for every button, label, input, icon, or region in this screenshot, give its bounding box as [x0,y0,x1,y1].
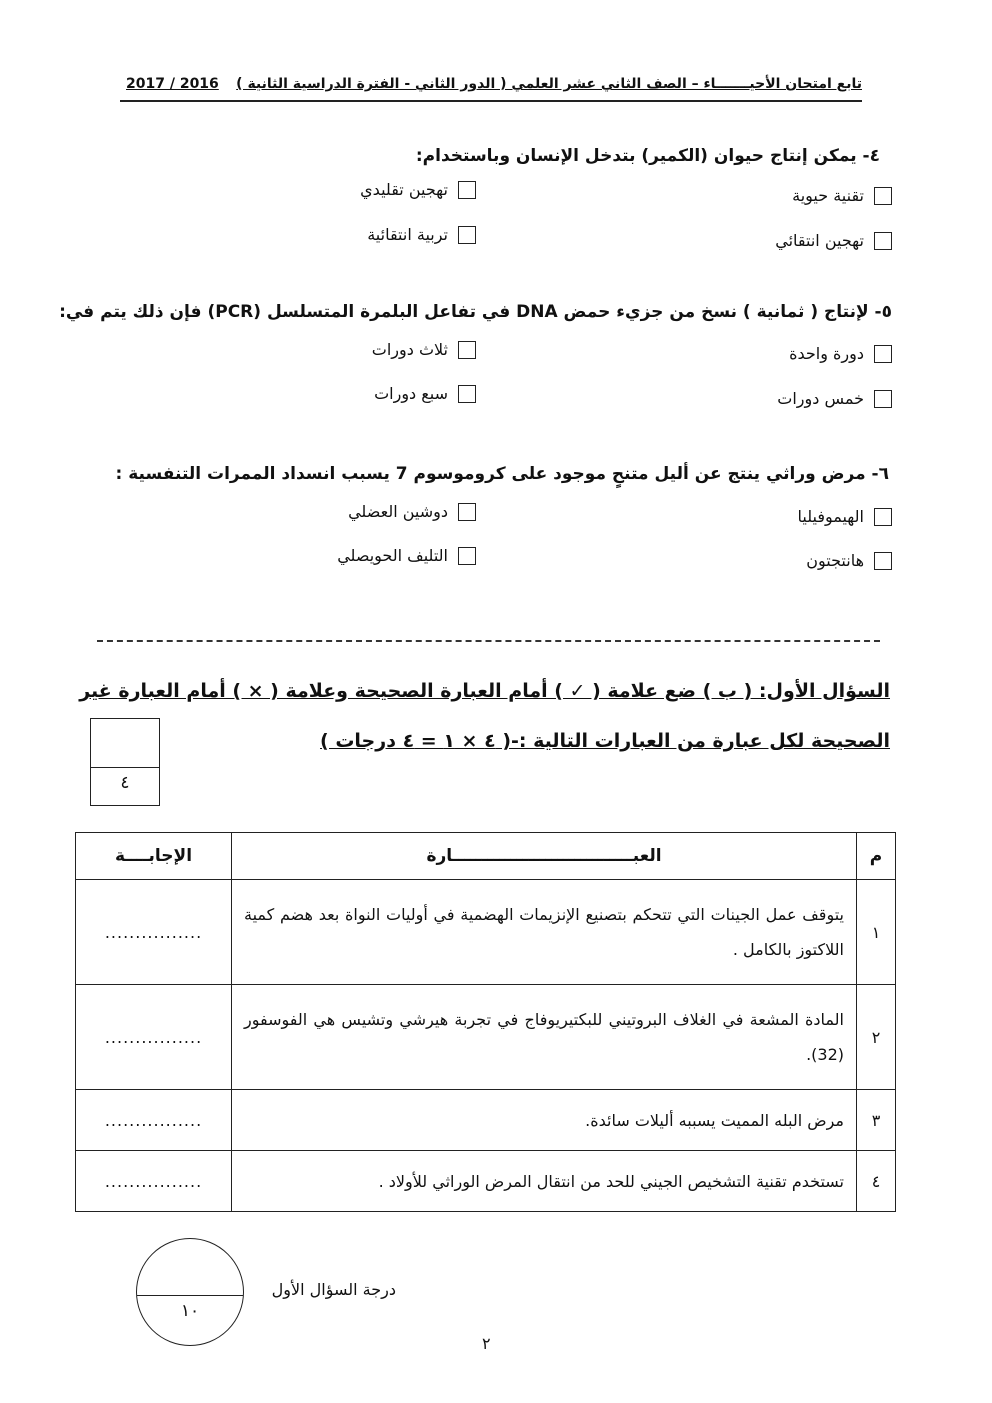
q6-option-3-label: هانتجتون [806,551,864,570]
row-number: ٣ [857,1090,896,1151]
q6-option-3[interactable] [806,551,892,570]
row-answer-field[interactable]: ................ [76,880,232,985]
section-b-title-line1: السؤال الأول: ( ب ) ضع علامة ( ✓ ) أمام العبارة الصحيحة وعلامة ( × ) أمام العبارة غير [79,680,890,702]
q6-option-1[interactable] [797,507,892,526]
section-score-box [90,718,160,806]
section-b-title-line2: الصحيحة لكل عبارة من العبارات التالية :-( ٤ × ١ = ٤ درجات ) [320,730,890,752]
q4-option-3-label: تهجين انتقائي [775,231,864,250]
q5-option-3-checkbox[interactable] [874,390,892,408]
row-answer-field[interactable]: ................ [76,1151,232,1212]
row-statement: المادة المشعة في الغلاف البروتيني للبكتيريوفاج في تجربة هيرشي وتشيس هي الفوسفور (32). [232,985,857,1090]
question-4-text: ٤- يمكن إنتاج حيوان (الكمير) بتدخل الإنسان وباستخدام: [415,146,880,166]
q5-option-1[interactable] [789,344,892,363]
exam-title: تابع امتحان الأحيـــــــاء – الصف الثاني عشر العلمي ( الدور الثاني - الفترة الدراسية الثانية ) [236,76,862,92]
q6-option-4[interactable] [337,546,476,565]
page-header [120,72,862,102]
q6-option-1-checkbox[interactable] [874,508,892,526]
q5-option-2-label: ثلاث دورات [371,340,448,359]
question-5-text: ٥- لإنتاج ( ثمانية ) نسخ من جزيء حمض DNA في تفاعل البلمرة المتسلسل (PCR) فإن ذلك يتم في: [59,302,892,322]
q4-option-1[interactable] [792,186,892,205]
q6-option-2[interactable] [348,502,476,521]
q6-option-4-checkbox[interactable] [458,547,476,565]
score-box-value: ٤ [120,773,130,793]
q4-option-4-checkbox[interactable] [458,226,476,244]
q4-option-3-checkbox[interactable] [874,232,892,250]
row-statement: مرض البله المميت يسببه أليلات سائدة. [232,1090,857,1151]
grade-value: ١٠ [180,1301,200,1321]
question-6-text: ٦- مرض وراثي ينتج عن أليل متنحٍ موجود على كروموسوم 7 يسبب انسداد الممرات التنفسية : [115,464,889,484]
true-false-table [75,832,896,1212]
q6-option-4-label: التليف الحويصلي [337,546,448,565]
q5-option-2-checkbox[interactable] [458,341,476,359]
header-answer: الإجابــــة [76,833,232,880]
q4-option-2-checkbox[interactable] [458,181,476,199]
grade-circle [136,1238,244,1346]
q4-option-4[interactable] [367,225,476,244]
grade-circle-divider [137,1295,243,1296]
row-answer-field[interactable]: ................ [76,1090,232,1151]
exam-year: 2017 / 2016 [126,76,219,92]
q4-option-3[interactable] [775,231,892,250]
row-number: ٢ [857,985,896,1090]
q4-option-1-label: تقنية حيوية [792,186,864,205]
table-row [76,985,896,1090]
header-statement: العبـــــــــــــــــــــــــــــــارة [232,833,857,880]
q5-option-1-checkbox[interactable] [874,345,892,363]
q4-option-1-checkbox[interactable] [874,187,892,205]
table-row [76,1151,896,1212]
q6-option-3-checkbox[interactable] [874,552,892,570]
grade-label: درجة السؤال الأول [271,1280,396,1299]
q5-option-3[interactable] [777,389,892,408]
q6-option-2-label: دوشين العضلي [348,502,448,521]
table-row [76,880,896,985]
score-box-divider [91,767,159,768]
table-row [76,1090,896,1151]
q5-option-4-label: سبع دورات [374,384,448,403]
table-header-row [76,833,896,880]
section-divider [97,640,880,642]
q5-option-3-label: خمس دورات [777,389,864,408]
q5-option-4[interactable] [374,384,476,403]
q4-option-4-label: تربية انتقائية [367,225,448,244]
row-number: ١ [857,880,896,985]
row-answer-field[interactable]: ................ [76,985,232,1090]
q6-option-2-checkbox[interactable] [458,503,476,521]
q5-option-1-label: دورة واحدة [789,344,864,363]
row-number: ٤ [857,1151,896,1212]
q4-option-2[interactable] [360,180,476,199]
header-number: م [857,833,896,880]
page-number: ٢ [482,1334,491,1353]
row-statement: يتوقف عمل الجينات التي تتحكم بتصنيع الإنزيمات الهضمية في أوليات النواة بعد هضم كمية اللاكتوز بالكامل . [232,880,857,985]
q5-option-4-checkbox[interactable] [458,385,476,403]
row-statement: تستخدم تقنية التشخيص الجيني للحد من انتقال المرض الوراثي للأولاد . [232,1151,857,1212]
q5-option-2[interactable] [372,340,476,359]
q4-option-2-label: تهجين تقليدي [360,180,448,199]
q6-option-1-label: الهيموفيليا [797,507,864,526]
